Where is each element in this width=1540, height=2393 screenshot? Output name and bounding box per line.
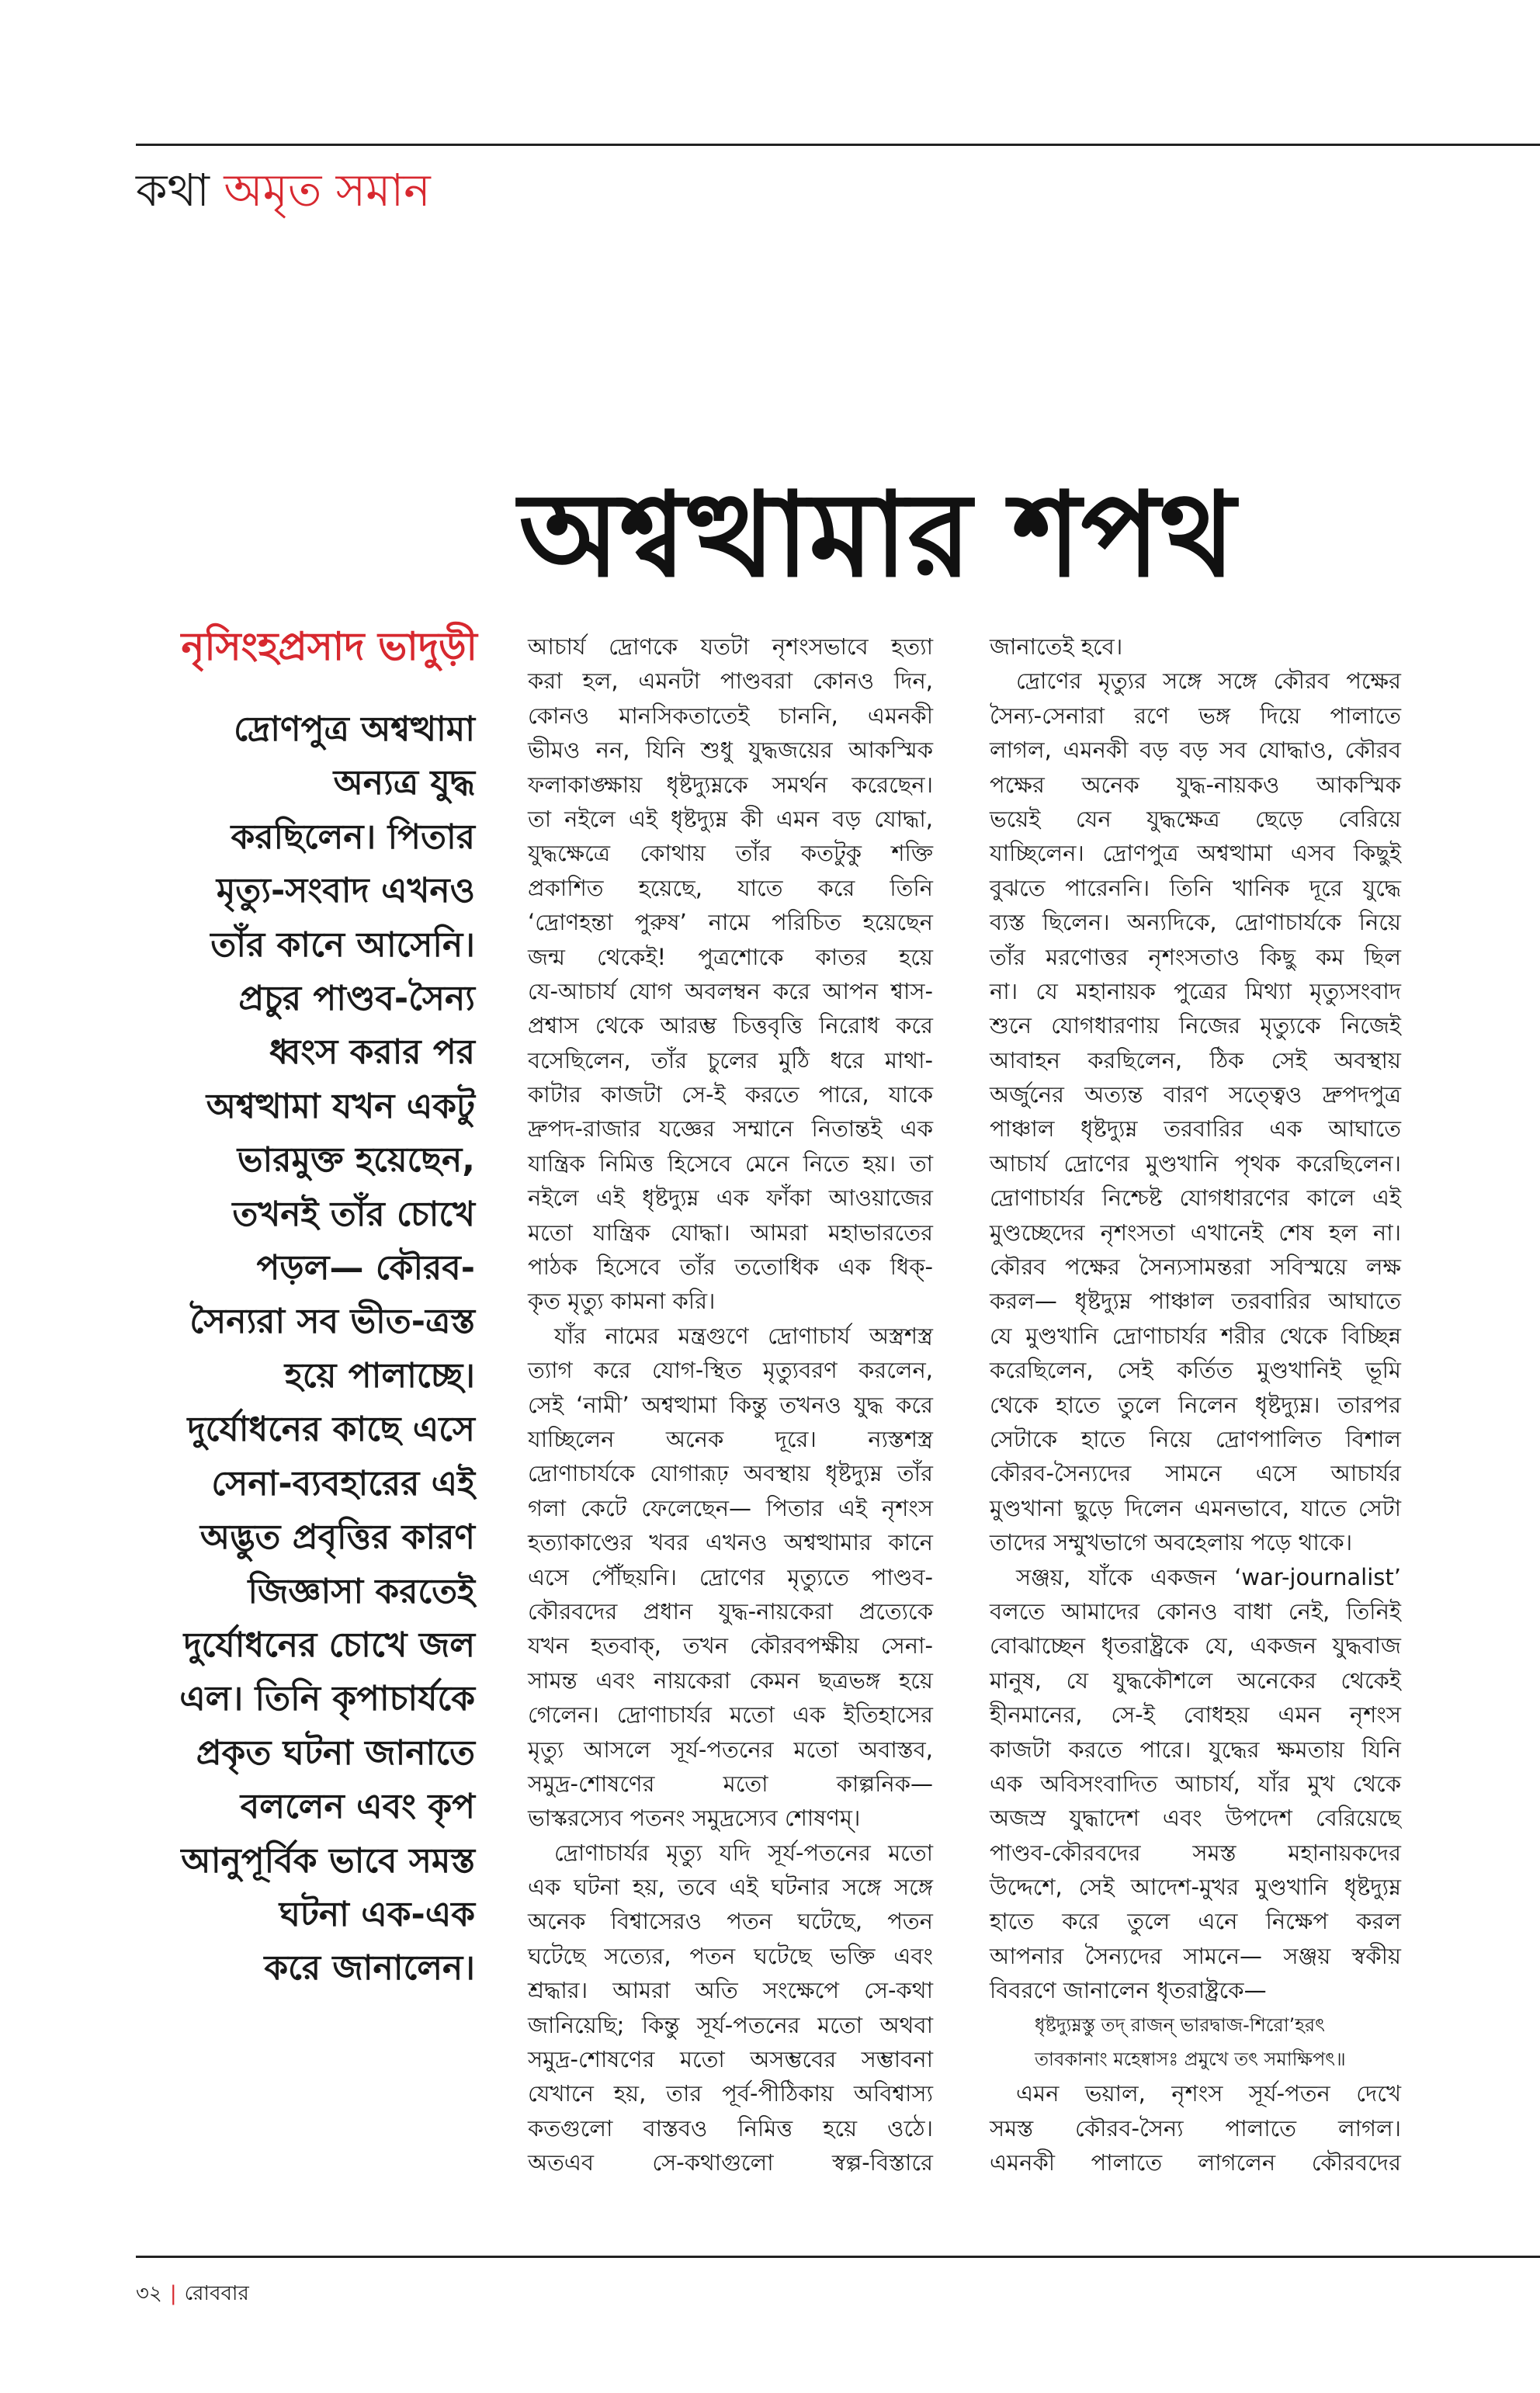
- page-footer: [136, 2278, 249, 2309]
- intro-line: বললেন এবং কৃপ: [240, 1787, 475, 1827]
- text-line: আবাহন করছিলেন, ঠিক সেই অবস্থায়: [990, 1046, 1401, 1073]
- text-line: ভাস্করস্যেব পতনং সমুদ্রস্যেব শোষণম্।: [528, 1805, 861, 1832]
- section-prefix: কথা: [136, 164, 210, 217]
- text-line: যাঁর নামের মন্ত্রগুণে দ্রোণাচার্য অস্ত্রশস্ত্র: [554, 1322, 933, 1349]
- intro-line: হয়ে পালাচ্ছে।: [284, 1355, 475, 1396]
- text-line: পক্ষের অনেক যুদ্ধ-নায়কও আকস্মিক: [990, 771, 1401, 798]
- paragraph: [528, 1836, 933, 2180]
- intro-line: ধ্বংস করার পর: [269, 1032, 475, 1073]
- section-highlight: অমৃত সমান: [224, 164, 431, 217]
- text-line: কাটার কাজটা সে-ই করতে পারে, যাকে: [528, 1081, 933, 1108]
- text-line: মানুষ, যে যুদ্ধকৌশলে অনেকের থেকেই: [990, 1666, 1401, 1694]
- text-line: দ্রোণের মৃত্যুর সঙ্গে সঙ্গে কৌরব পক্ষের: [1016, 668, 1401, 695]
- intro-line: পড়ল— কৌরব-: [256, 1248, 475, 1288]
- text-line: অনেক বিশ্বাসেরও পতন ঘটেছে, পতন: [528, 1908, 933, 1935]
- text-line: প্রশ্বাস থেকে আরম্ভ চিত্তবৃত্তি নিরোধ করে: [528, 1012, 933, 1039]
- text-line: যে-আচার্য যোগ অবলম্বন করে আপন শ্বাস-: [528, 977, 933, 1004]
- text-line: গেলেন। দ্রোণাচার্যর মতো এক ইতিহাসের: [528, 1701, 933, 1729]
- intro-line: দ্রোণপুত্র অশ্বত্থামা: [234, 709, 475, 749]
- top-rule: [136, 144, 1540, 146]
- text-line: এমনকী পালাতে লাগলেন কৌরবদের: [990, 2149, 1401, 2176]
- text-line: কৌরব পক্ষের সৈন্যসামন্তরা সবিস্ময়ে লক্ষ: [990, 1254, 1401, 1281]
- intro-line: এল। তিনি কৃপাচার্যকে: [179, 1679, 475, 1719]
- text-line: যাচ্ছিলেন অনেক দূরে। ন্যস্তশস্ত্র: [528, 1425, 933, 1452]
- intro-line: প্রকৃত ঘটনা জানাতে: [196, 1732, 475, 1773]
- text-line: সমস্ত কৌরব-সৈন্য পালাতে লাগল।: [990, 2114, 1401, 2142]
- text-line: তাদের সম্মুখভাগে অবহেলায় পড়ে থাকে।: [990, 1529, 1353, 1556]
- text-line: এমন ভয়াল, নৃশংস সূর্য-পতন দেখে: [1016, 2080, 1401, 2107]
- text-line: হীনমানের, সে-ই বোধহয় এমন নৃশংস: [990, 1701, 1401, 1729]
- text-line: সমুদ্র-শোষণের মতো কাল্পনিক—: [528, 1770, 933, 1797]
- paragraph: [990, 2076, 1401, 2180]
- intro-line: করছিলেন। পিতার: [231, 817, 475, 857]
- text-line: এক ঘটনা হয়, তবে এই ঘটনার সঙ্গে সঙ্গে: [528, 1874, 933, 1901]
- text-line: জানিয়েছি; কিন্তু সূর্য-পতনের মতো অথবা: [528, 2011, 933, 2038]
- paragraph: [528, 629, 933, 1319]
- text-line: ভয়েই যেন যুদ্ধক্ষেত্র ছেড়ে বেরিয়ে: [990, 805, 1401, 832]
- text-line: শ্রদ্ধার। আমরা অতি সংক্ষেপে সে-কথা: [528, 1977, 933, 2004]
- intro-line: জিজ্ঞাসা করতেই: [248, 1571, 475, 1611]
- text-line: দ্রুপদ-রাজার যজ্ঞের সম্মানে নিতান্তই এক: [528, 1115, 933, 1143]
- text-line: যে মুণ্ডখানি দ্রোণাচার্যর শরীর থেকে বিচ্ছিন্ন: [990, 1322, 1401, 1349]
- intro-line: করে জানালেন।: [264, 1948, 475, 1989]
- text-line: দ্রোণাচার্যর মৃত্যু যদি সূর্য-পতনের মতো: [554, 1839, 933, 1866]
- footer-separator: |: [169, 2282, 177, 2305]
- text-line: বলতে আমাদের কোনও বাধা নেই, তিনিই: [990, 1597, 1401, 1625]
- text-line: কৃত মৃত্যু কামনা করি।: [528, 1288, 716, 1315]
- text-line: করল— ধৃষ্টদ্যুম্ন পাঞ্চাল তরবারির আঘাতে: [990, 1288, 1401, 1315]
- intro-line: তখনই তাঁর চোখে: [232, 1194, 475, 1234]
- text-line: সঞ্জয়, যাঁকে একজন ‘war-journalist’: [1016, 1563, 1401, 1590]
- text-line: আপনার সৈন্যদের সামনে— সঞ্জয় স্বকীয়: [990, 1942, 1401, 1969]
- text-line: মতো যান্ত্রিক যোদ্ধা। আমরা মহাভারতের: [528, 1219, 933, 1246]
- text-line: সমুদ্র-শোষণের মতো অসম্ভবের সম্ভাবনা: [528, 2046, 933, 2073]
- text-line: বুঝতে পারেননি। তিনি খানিক দূরে যুদ্ধে: [990, 874, 1401, 901]
- intro-line: ভারমুক্ত হয়েছেন,: [237, 1140, 475, 1181]
- article-column-middle: [528, 629, 933, 2180]
- text-line: হত্যাকাণ্ডের খবর এখনও অশ্বত্থামার কানে: [528, 1529, 933, 1556]
- page-number: ৩২: [136, 2282, 162, 2305]
- text-line: যেখানে হয়, তার পূর্ব-পীঠিকায় অবিশ্বাস্য: [528, 2080, 933, 2107]
- text-line: দ্রোণাচার্যকে যোগারূঢ় অবস্থায় ধৃষ্টদ্যুম্ন তাঁর: [528, 1460, 933, 1487]
- text-line: পাঠক হিসেবে তাঁর ততোধিক এক ধিক্-: [528, 1254, 933, 1281]
- text-line: অতএব সে-কথাগুলো স্বল্প-বিস্তারে: [528, 2149, 933, 2176]
- text-line: না। যে মহানায়ক পুত্রের মিথ্যা মৃত্যুসংবাদ: [990, 977, 1401, 1004]
- paragraph: [990, 1560, 1401, 2008]
- text-line: তাঁর মরণোত্তর নৃশংসতাও কিছু কম ছিল: [990, 943, 1401, 970]
- article-intro: [93, 702, 475, 1996]
- text-line: ‘দ্রোণহন্তা পুরুষ’ নামে পরিচিত হয়েছেন: [528, 909, 933, 936]
- magazine-name: রোববার: [184, 2282, 249, 2305]
- text-line: তা নইলে এই ধৃষ্টদ্যুম্ন কী এমন বড় যোদ্ধা,: [528, 805, 933, 832]
- intro-line: অশ্বত্থামা যখন একটু: [206, 1086, 475, 1126]
- text-line: মুণ্ডখানা ছুড়ে দিলেন এমনভাবে, যাতে সেটা: [990, 1494, 1401, 1521]
- text-line: ত্যাগ করে যোগ-স্থিত মৃত্যুবরণ করলেন,: [528, 1357, 933, 1384]
- text-line: আচার্য দ্রোণকে যতটা নৃশংসভাবে হত্যা: [528, 633, 933, 660]
- text-line: থেকে হাতে তুলে নিলেন ধৃষ্টদ্যুম্ন। তারপর: [990, 1391, 1401, 1418]
- text-line: যাচ্ছিলেন। দ্রোণপুত্র অশ্বত্থামা এসব কিছুই: [990, 840, 1401, 867]
- text-line: কৌরব-সৈন্যদের সামনে এসে আচার্যর: [990, 1460, 1401, 1487]
- text-line: বসেছিলেন, তাঁর চুলের মুঠি ধরে মাথা-: [528, 1046, 933, 1073]
- text-line: বিবরণে জানালেন ধৃতরাষ্ট্রকে—: [990, 1977, 1267, 2004]
- text-line: নইলে এই ধৃষ্টদ্যুম্ন এক ফাঁকা আওয়াজের: [528, 1184, 933, 1212]
- text-line: উদ্দেশে, সেই আদেশ-মুখর মুণ্ডখানি ধৃষ্টদ্যুম্ন: [990, 1874, 1401, 1901]
- text-line: অর্জুনের অত্যন্ত বারণ সত্ত্বেও দ্রুপদপুত্র: [990, 1081, 1401, 1108]
- intro-line: তাঁর কানে আসেনি।: [210, 924, 475, 965]
- text-line: সৈন্য-সেনারা রণে ভঙ্গ দিয়ে পালাতে: [990, 702, 1401, 729]
- text-line: সেই ‘নামী’ অশ্বত্থামা কিন্তু তখনও যুদ্ধ করে: [528, 1391, 933, 1418]
- text-line: সেটাকে হাতে নিয়ে দ্রোণপালিত বিশাল: [990, 1425, 1401, 1452]
- intro-line: ঘটনা এক-এক: [279, 1894, 475, 1934]
- intro-line: আনুপূর্বিক ভাবে সমস্ত: [181, 1840, 475, 1881]
- text-line: পাঞ্চাল ধৃষ্টদ্যুম্ন তরবারির এক আঘাতে: [990, 1115, 1401, 1143]
- intro-line: অন্যত্র যুদ্ধ: [333, 763, 475, 803]
- text-line: বোঝাচ্ছেন ধৃতরাষ্ট্রকে যে, একজন যুদ্ধবাজ: [990, 1632, 1401, 1659]
- text-line: পাণ্ডব-কৌরবদের সমস্ত মহানায়কদের: [990, 1839, 1401, 1866]
- article-title: অশ্বত্থামার শপথ: [519, 468, 1236, 603]
- intro-line: মৃত্যু-সংবাদ এখনও: [216, 871, 475, 911]
- text-line: এক অবিসংবাদিত আচার্য, যাঁর মুখ থেকে: [990, 1770, 1401, 1797]
- paragraph: [990, 629, 1401, 664]
- text-line: করা হল, এমনটা পাণ্ডবরা কোনও দিন,: [528, 668, 933, 695]
- text-line: সামন্ত এবং নায়কেরা কেমন ছত্রভঙ্গ হয়ে: [528, 1666, 933, 1694]
- paragraph: [528, 1319, 933, 1836]
- text-line: মৃত্যু আসলে সূর্য-পতনের মতো অবাস্তব,: [528, 1736, 933, 1763]
- text-line: ফলাকাঙ্ক্ষায় ধৃষ্টদ্যুম্নকে সমর্থন করেছেন।: [528, 771, 933, 798]
- text-line: তাবকানাং মহেষ্বাসঃ প্রমুখে তৎ সমাক্ষিপৎ॥: [1035, 2048, 1346, 2071]
- paragraph: [990, 664, 1401, 1559]
- text-line: ভীমও নন, যিনি শুধু যুদ্ধজয়ের আকস্মিক: [528, 737, 933, 764]
- text-line: যান্ত্রিক নিমিত্ত হিসেবে মেনে নিতে হয়। তা: [528, 1150, 933, 1177]
- text-line: হাতে করে তুলে এনে নিক্ষেপ করল: [990, 1908, 1401, 1935]
- text-line: কতগুলো বাস্তবও নিমিত্ত হয়ে ওঠে।: [528, 2114, 933, 2142]
- text-line: ঘটেছে সত্যের, পতন ঘটেছে ভক্তি এবং: [528, 1942, 933, 1969]
- text-line: কাজটা করতে পারে। যুদ্ধের ক্ষমতায় যিনি: [990, 1736, 1401, 1763]
- intro-line: অদ্ভুত প্রবৃত্তির কারণ: [199, 1517, 475, 1558]
- text-line: ব্যস্ত ছিলেন। অন্যদিকে, দ্রোণাচার্যকে নিয়ে: [990, 909, 1401, 936]
- intro-line: প্রচুর পাণ্ডব-সৈন্য: [238, 979, 475, 1019]
- text-line: আচার্য দ্রোণের মুণ্ডখানি পৃথক করেছিলেন।: [990, 1150, 1401, 1177]
- intro-line: দুর্যোধনের কাছে এসে: [187, 1410, 475, 1450]
- intro-line: সৈন্যরা সব ভীত-ত্রস্ত: [189, 1302, 475, 1342]
- article-author: নৃসিংহপ্রসাদ ভাদুড়ী: [181, 624, 477, 669]
- verse-quote: [990, 2008, 1401, 2077]
- text-line: কোনও মানসিকতাতেই চাননি, এমনকী: [528, 702, 933, 729]
- section-header: [136, 159, 431, 221]
- text-line: দ্রোণাচার্যর নিশ্চেষ্ট যোগধারণের কালে এই: [990, 1184, 1401, 1212]
- text-line: মুণ্ডচ্ছেদের নৃশংসতা এখানেই শেষ হল না।: [990, 1219, 1401, 1246]
- intro-line: সেনা-ব্যবহারের এই: [211, 1463, 475, 1503]
- bottom-rule: [136, 2256, 1540, 2258]
- intro-line: দুর্যোধনের চোখে জল: [183, 1625, 475, 1665]
- text-line: করেছিলেন, সেই কর্তিত মুণ্ডখানিই ভূমি: [990, 1357, 1401, 1384]
- text-line: ধৃষ্টদ্যুম্নস্তু তদ্ রাজন্ ভারদ্বাজ-শিরো’হরৎ: [1035, 2013, 1325, 2036]
- text-line: জানাতেই হবে।: [990, 633, 1123, 660]
- text-line: জন্ম থেকেই! পুত্রশোকে কাতর হয়ে: [528, 943, 933, 970]
- text-line: যুদ্ধক্ষেত্রে কোথায় তাঁর কতটুকু শক্তি: [528, 840, 933, 867]
- text-line: গলা কেটে ফেলেছেন— পিতার এই নৃশংস: [528, 1494, 933, 1521]
- text-line: লাগল, এমনকী বড় বড় সব যোদ্ধাও, কৌরব: [990, 737, 1401, 764]
- article-column-right: [990, 629, 1401, 2180]
- text-line: এসে পৌঁছয়নি। দ্রোণের মৃত্যুতে পাণ্ডব-: [528, 1563, 933, 1590]
- text-line: অজস্র যুদ্ধাদেশ এবং উপদেশ বেরিয়েছে: [990, 1805, 1401, 1832]
- text-line: শুনে যোগধারণায় নিজের মৃত্যুকে নিজেই: [990, 1012, 1401, 1039]
- text-line: যখন হতবাক্, তখন কৌরবপক্ষীয় সেনা-: [528, 1632, 933, 1659]
- text-line: প্রকাশিত হয়েছে, যাতে করে তিনি: [528, 874, 933, 901]
- text-line: কৌরবদের প্রধান যুদ্ধ-নায়কেরা প্রত্যেকে: [528, 1597, 933, 1625]
